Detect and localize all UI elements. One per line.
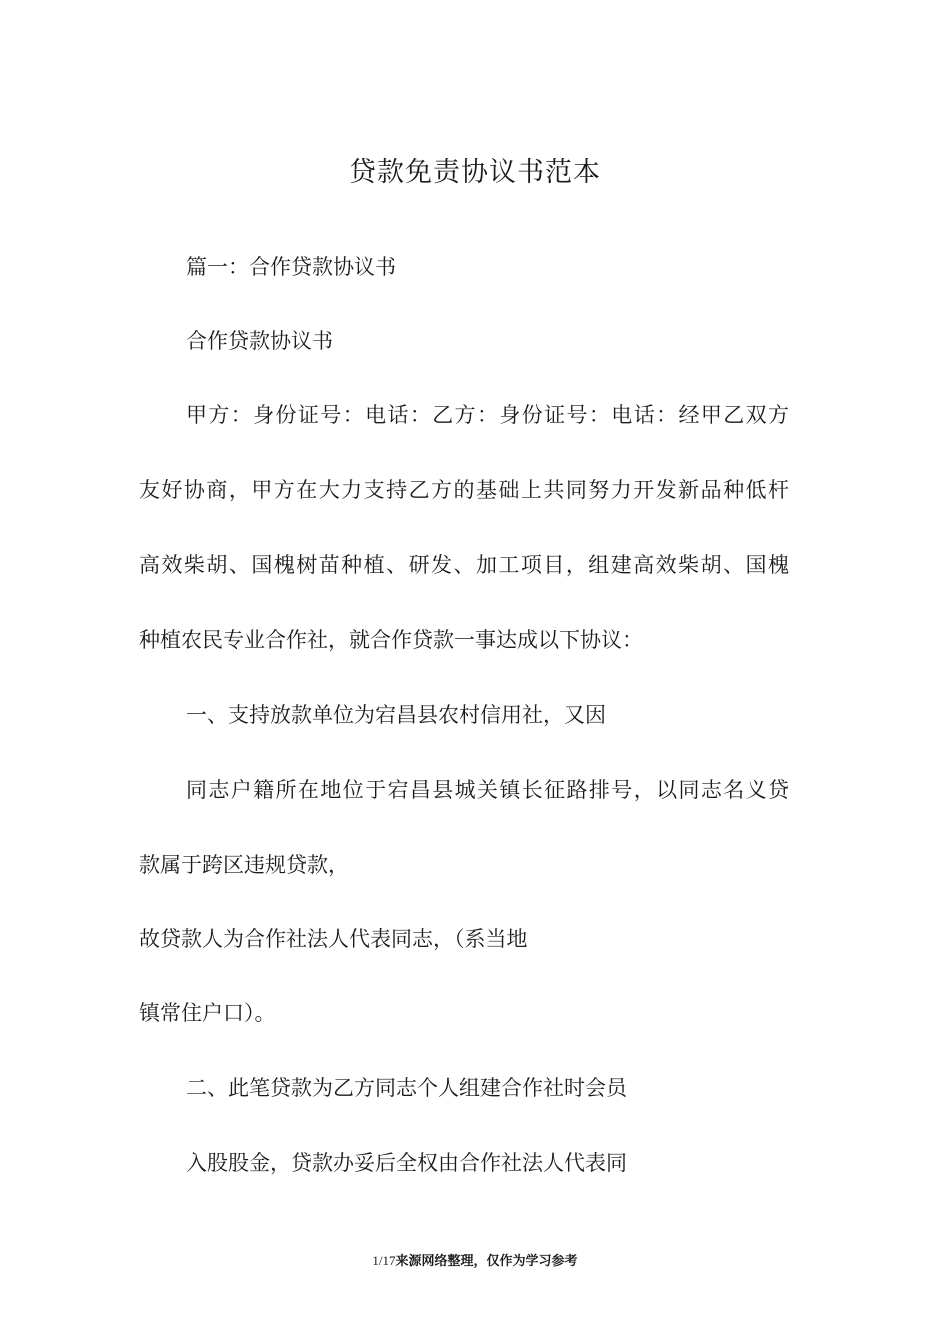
paragraph-line: 甲方：身份证号：电话：乙方：身份证号：电话：经甲乙双方 (186, 403, 789, 427)
paragraph-line: 友好协商，甲方在大力支持乙方的基础上共同努力开发新品种低杆 (139, 478, 789, 502)
section-heading: 篇一：合作贷款协议书 (186, 255, 396, 279)
paragraph-line: 入股股金，贷款办妥后全权由合作社法人代表同 (186, 1151, 627, 1175)
clause-line: 二、此笔贷款为乙方同志个人组建合作社时会员 (186, 1076, 627, 1100)
paragraph-line: 款属于跨区违规贷款， (139, 853, 349, 877)
paragraph-line: 种植农民专业合作社，就合作贷款一事达成以下协议： (139, 628, 643, 652)
paragraph-line: 故贷款人为合作社法人代表同志，（系当地 (139, 927, 528, 951)
paragraph-line: 镇常住户口）。 (139, 1001, 276, 1025)
agreement-heading: 合作贷款协议书 (186, 329, 333, 353)
paragraph-line: 高效柴胡、国槐树苗种植、研发、加工项目，组建高效柴胡、国槐 (139, 553, 789, 577)
footer-note: 来源网络整理，仅作为学习参考 (395, 1254, 578, 1269)
document-title: 贷款免责协议书范本 (349, 157, 601, 188)
page-number: 1/17 (372, 1253, 396, 1268)
page-footer (0, 1250, 950, 1269)
clause-line: 一、支持放款单位为宕昌县农村信用社，又因 (186, 703, 606, 727)
paragraph-line: 同志户籍所在地位于宕昌县城关镇长征路排号，以同志名义贷 (186, 778, 789, 802)
